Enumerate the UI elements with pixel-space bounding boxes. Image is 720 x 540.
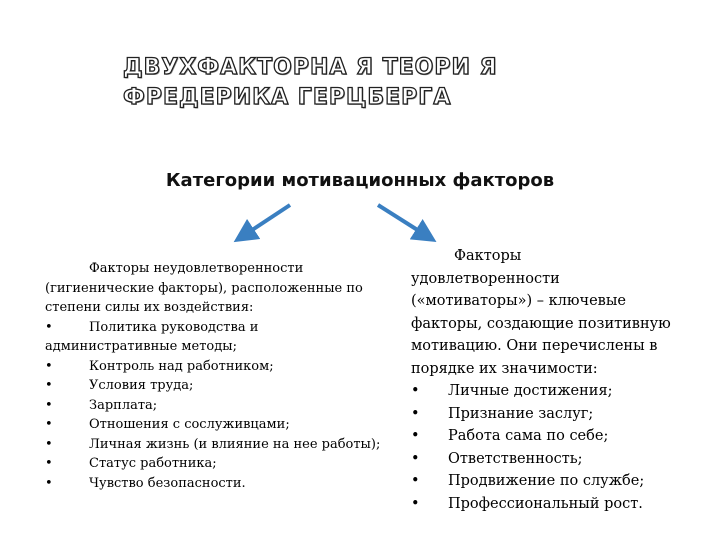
bullet: • <box>45 358 53 374</box>
list-item <box>411 403 681 426</box>
list-item-continuation: административные методы; <box>45 339 237 354</box>
title-line-2: ФРЕДЕРИКА ГЕРЦБЕРГА <box>123 85 452 110</box>
list-item <box>45 474 385 494</box>
bullet: • <box>411 450 420 467</box>
right-intro-line: удовлетворенности <box>411 270 560 287</box>
right-intro-line: мотивацию. Они перечислены в <box>411 338 658 354</box>
list-item <box>411 448 681 471</box>
list-item <box>411 470 681 493</box>
right-intro-line: порядке их значимости: <box>411 360 598 377</box>
bullet: • <box>411 473 420 489</box>
left-intro-line: степени силы их воздействия: <box>45 300 254 315</box>
bullet: • <box>45 378 53 393</box>
bullet: • <box>411 405 420 422</box>
bullet: • <box>45 436 53 452</box>
list-item-text: Работа сама по себе; <box>448 428 609 444</box>
list-item-text: Профессиональный рост. <box>448 495 643 512</box>
right-intro-line: факторы, создающие позитивную <box>411 315 671 332</box>
bullet: • <box>411 495 420 512</box>
bullet: • <box>45 475 53 491</box>
left-arrow <box>243 205 290 236</box>
list-item-text: Политика руководства и <box>89 319 259 335</box>
list-item-text: Контроль над работником; <box>89 358 274 374</box>
right-heading: Факторы <box>454 248 522 264</box>
list-item-text: Ответственность; <box>448 450 583 467</box>
bullet: • <box>45 456 53 471</box>
left-heading: Факторы неудовлетворенности <box>89 261 304 276</box>
title-line-1: ДВУХФАКТОРНА Я ТЕОРИ Я <box>123 55 498 80</box>
satisfaction-factors <box>411 245 681 515</box>
bullet: • <box>411 428 420 444</box>
bullet: • <box>411 383 420 399</box>
list-item-text: Чувство безопасности. <box>89 475 246 491</box>
list-item <box>45 415 385 435</box>
list-item <box>411 493 681 516</box>
left-intro-line: (гигиенические факторы), расположенные по <box>45 280 363 296</box>
list-item <box>45 454 385 474</box>
list-item-text: Условия труда; <box>89 378 194 393</box>
list-item <box>411 425 681 448</box>
list-item <box>45 435 385 455</box>
right-intro-line: («мотиваторы») – ключевые <box>411 293 626 309</box>
list-item-text: Личные достижения; <box>448 383 613 399</box>
right-arrow <box>378 205 427 236</box>
list-item <box>45 357 385 377</box>
list-item-text: Личная жизнь (и влияние на нее работы); <box>89 436 381 452</box>
list-item <box>45 376 385 396</box>
bullet: • <box>45 319 53 335</box>
list-item-text: Зарплата; <box>89 397 158 413</box>
list-item-text: Отношения с сослуживцами; <box>89 417 290 432</box>
slide-title <box>123 53 643 113</box>
list-item <box>411 380 681 403</box>
list-item <box>45 318 385 338</box>
bullet: • <box>45 397 53 413</box>
list-item <box>45 396 385 416</box>
bullet: • <box>45 417 53 432</box>
list-item-text: Признание заслуг; <box>448 405 594 422</box>
list-item-text: Продвижение по службе; <box>448 473 645 489</box>
list-item-text: Статус работника; <box>89 456 217 471</box>
dissatisfaction-factors <box>45 259 385 493</box>
slide-subtitle: Категории мотивационных факторов <box>165 170 555 191</box>
